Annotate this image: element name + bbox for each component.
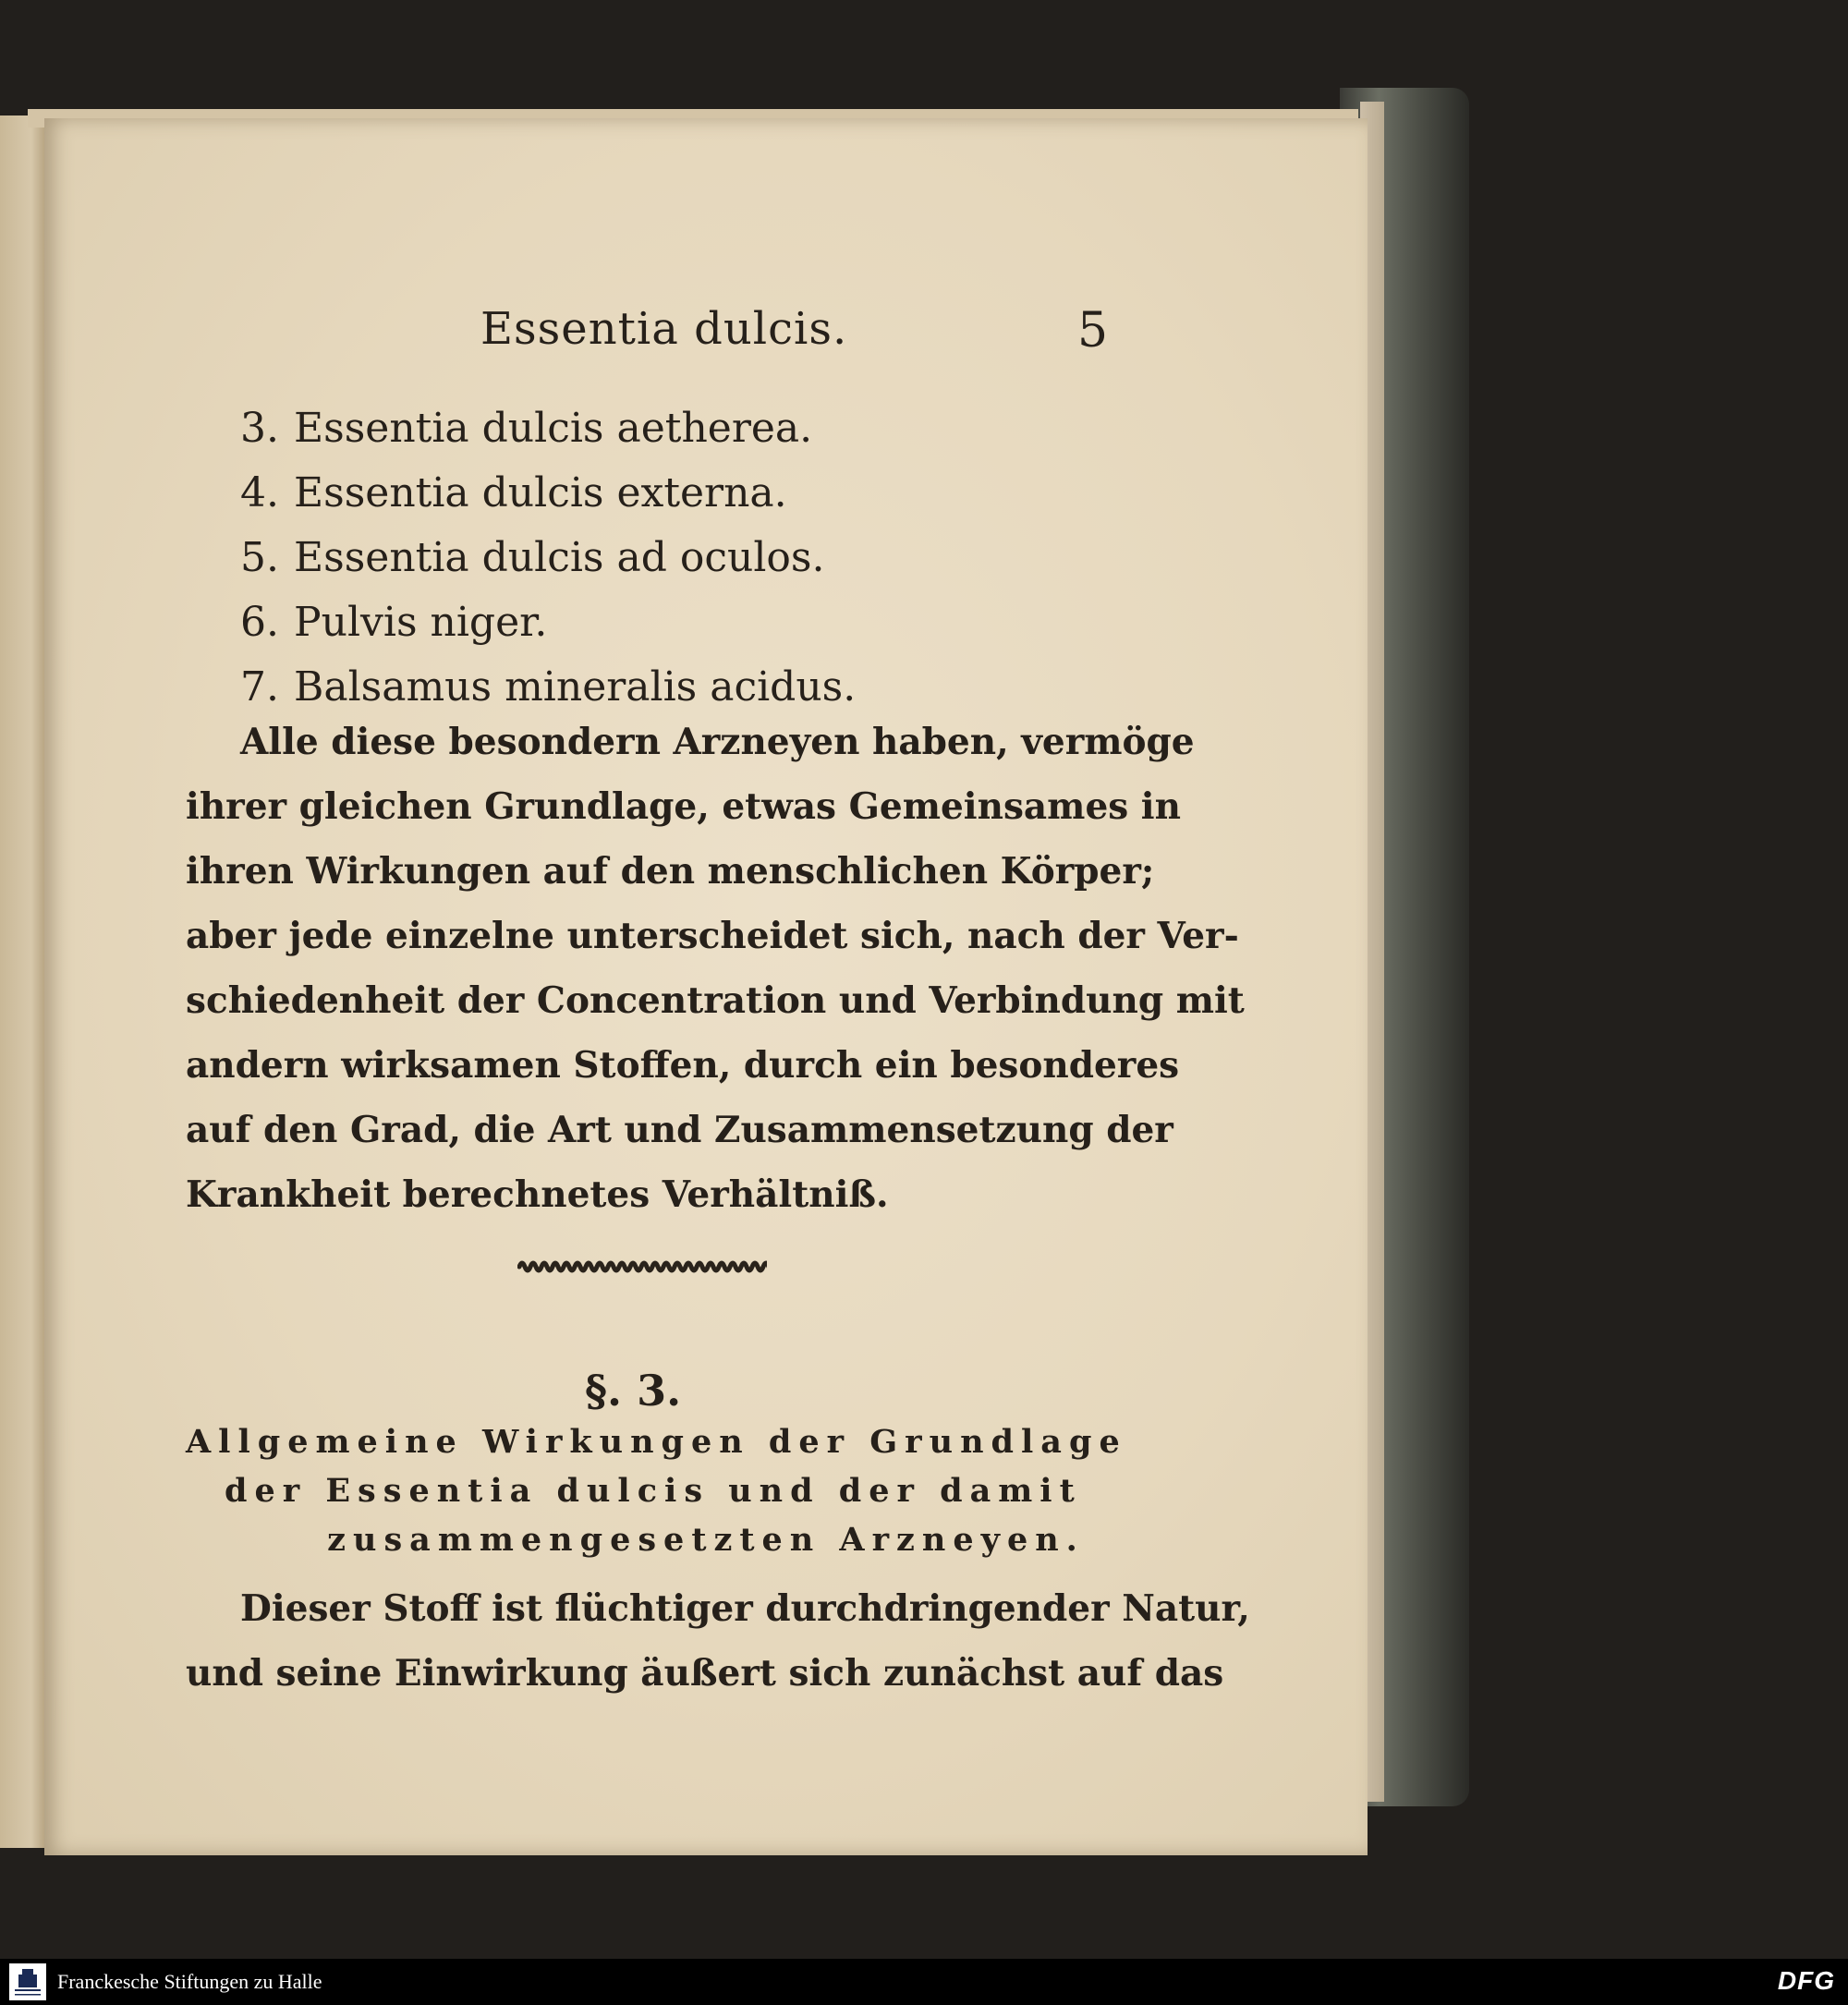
list-item-text: Essentia dulcis externa. [294, 469, 787, 516]
paragraph-line: aber jede einzelne unterscheidet sich, nach der Ver- [186, 915, 1239, 957]
paragraph-line: ihrer gleichen Grundlage, etwas Gemeinsames in [186, 785, 1181, 828]
paragraph-line: und seine Einwirkung äußert sich zunächst auf das [186, 1652, 1224, 1695]
wave-ornament-divider [517, 1257, 767, 1277]
paragraph-line: Krankheit berechnetes Verhältniß. [186, 1173, 889, 1216]
list-item-text: Balsamus mineralis acidus. [294, 663, 857, 711]
paragraph-line: Alle diese besondern Arzneyen haben, vermöge [240, 721, 1195, 763]
section-number: §. 3. [585, 1366, 682, 1416]
institution-name: Franckesche Stiftungen zu Halle [57, 1970, 322, 1993]
list-item-number: 6. [240, 599, 279, 646]
list-item [240, 534, 824, 581]
paragraph-line: andern wirksamen Stoffen, durch ein besonderes [186, 1044, 1180, 1087]
list-item-number: 3. [240, 405, 279, 452]
list-item-text: Essentia dulcis aetherea. [294, 405, 813, 452]
paragraph-line: schiedenheit der Concentration und Verbindung mit [186, 979, 1245, 1022]
dfg-logo: DFG [1777, 1966, 1835, 1995]
running-title: Essentia dulcis. [480, 303, 848, 355]
paragraph-line: ihren Wirkungen auf den menschlichen Körper; [186, 850, 1155, 893]
previous-page-edge [0, 115, 46, 1848]
list-item-number: 4. [240, 469, 279, 516]
page-number: 5 [1077, 303, 1109, 358]
list-item-text: Essentia dulcis ad oculos. [294, 534, 825, 581]
section-heading-line: der Essentia dulcis und der damit [225, 1472, 1082, 1510]
section-heading-line: zusammengesetzten Arzneyen. [327, 1521, 1085, 1559]
list-item-number: 7. [240, 663, 279, 711]
viewer-footer [0, 1959, 1848, 2005]
list-item [240, 663, 856, 711]
list-item [240, 469, 787, 516]
section-heading-line: Allgemeine Wirkungen der Grundlage [186, 1423, 1127, 1461]
list-item [240, 405, 812, 452]
book-page [44, 118, 1368, 1855]
list-item [240, 599, 547, 646]
list-item-text: Pulvis niger. [294, 599, 548, 646]
paragraph-line: auf den Grad, die Art und Zusammensetzung der [186, 1109, 1173, 1151]
list-item-number: 5. [240, 534, 279, 581]
paragraph-line: Dieser Stoff ist flüchtiger durchdringender Natur, [240, 1587, 1250, 1630]
franckesche-stiftungen-logo-icon [9, 1963, 46, 2000]
